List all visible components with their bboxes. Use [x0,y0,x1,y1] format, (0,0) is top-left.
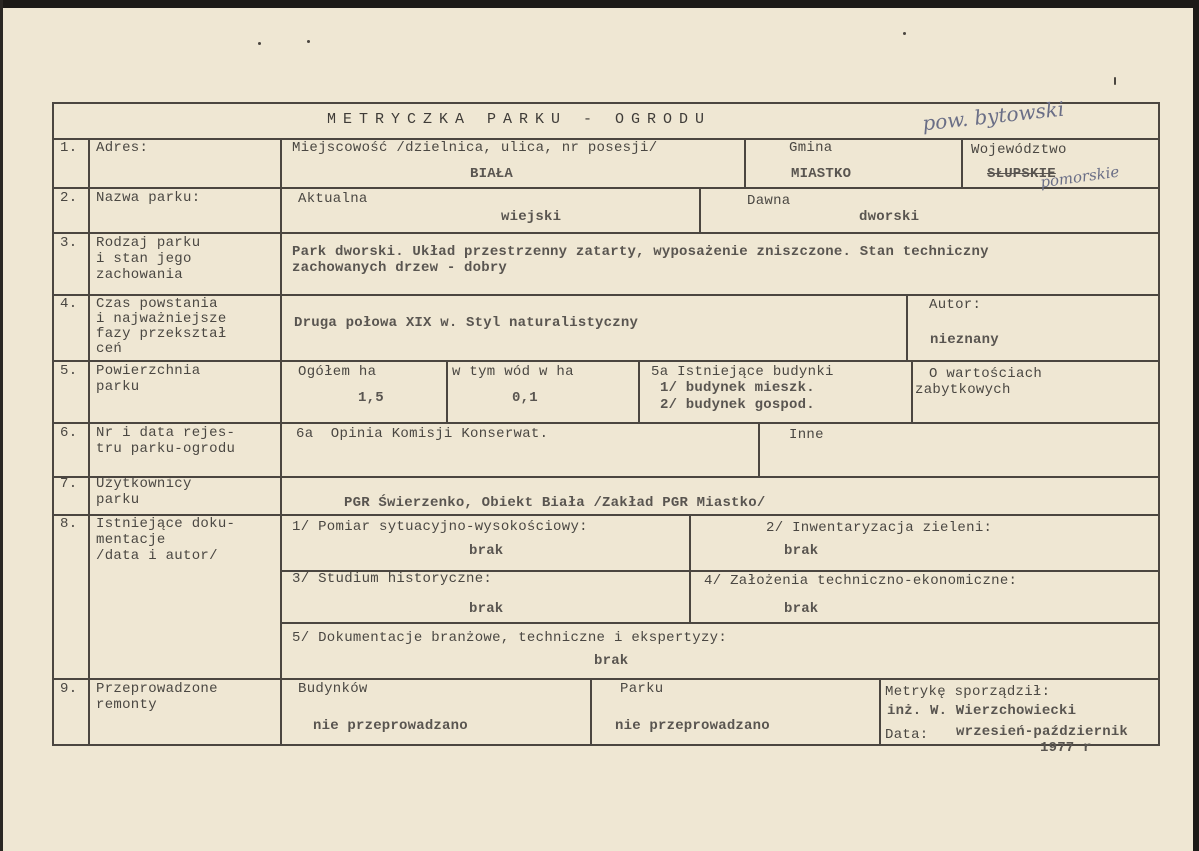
date-value: wrzesień-październik [956,724,1129,740]
scan-border-top [0,0,1199,8]
monument-value-label: O wartościach [929,366,1043,382]
current-name-label: Aktualna [298,191,368,207]
commune-value: MIASTKO [791,166,852,182]
row-divider [54,360,1160,362]
registry-label: Nr i data rejes- [96,425,236,441]
users-label: Użytkownicy [96,476,192,492]
industry-docs-label: 5/ Dokumentacje branżowe, techniczne i ekspertyzy: [292,630,728,646]
voivodeship-label: Województwo [971,142,1067,158]
column-divider [911,360,913,422]
park-renovations-label: Parku [620,681,664,697]
row-divider [280,622,1160,624]
locality-label: Miejscowość /dzielnica, ulica, nr posesji/ [292,140,658,156]
column-divider [689,514,691,622]
row-number: 7. [60,476,78,492]
documentation-label: Istniejące doku- [96,516,236,532]
park-type-label: zachowania [96,267,184,283]
prepared-by-value: inż. W. Wierzchowiecki [887,703,1077,719]
column-divider [590,678,592,746]
row-number: 2. [60,190,78,206]
date-value: 1977 r [1040,740,1092,756]
existing-building-item: 2/ budynek gospod. [660,397,815,413]
industry-docs-value: brak [594,653,629,669]
commune-label: Gmina [789,140,833,156]
date-label: Data: [885,727,929,743]
building-renovations-value: nie przeprowadzano [313,718,468,734]
former-name-label: Dawna [747,193,791,209]
documentation-label: mentacje [96,532,166,548]
area-label: Powierzchnia [96,363,201,379]
scan-border-right [1193,0,1199,851]
column-divider [758,422,760,476]
scan-border-left [0,0,3,851]
park-type-label: i stan jego [96,251,192,267]
column-divider [879,678,881,746]
greenery-inventory-label: 2/ Inwentaryzacja zieleni: [766,520,993,536]
greenery-inventory-value: brak [784,543,819,559]
park-type-value: Park dworski. Układ przestrzenny zatarty, wyposażenie zniszczone. Stan techniczny [292,244,989,260]
row-divider [54,294,1160,296]
locality-value: BIAŁA [470,166,514,182]
column-divider [88,138,90,746]
address-label: Adres: [96,140,149,156]
area-label: parku [96,379,140,395]
row-divider [54,422,1160,424]
card-title: METRYCZKA PARKU - OGRODU [327,111,712,128]
park-type-label: Rodzaj parku [96,235,201,251]
scan-speck [1114,77,1116,85]
survey-value: brak [469,543,504,559]
park-name-label: Nazwa parku: [96,190,201,206]
row-divider [54,678,1160,680]
column-divider [961,138,963,187]
creation-time-value: Druga połowa XIX w. Styl naturalistyczny [294,315,639,331]
column-divider [744,138,746,187]
handwritten-voivodeship-note: pomorskie [1039,162,1121,192]
users-label: parku [96,492,140,508]
column-divider [699,187,701,232]
creation-time-label: Czas powstania [96,296,218,312]
scan-speck [903,32,906,35]
creation-time-label: fazy przekształ [96,326,227,342]
registry-label: tru parku-ogrodu [96,441,236,457]
creation-time-label: i najważniejsze [96,311,227,327]
total-area-label: Ogółem ha [298,364,377,380]
park-type-value: zachowanych drzew - dobry [292,260,508,276]
survey-label: 1/ Pomiar sytuacyjno-wysokościowy: [292,519,588,535]
historical-study-value: brak [469,601,504,617]
row-number: 8. [60,516,78,532]
row-number: 5. [60,363,78,379]
technical-assumptions-label: 4/ Założenia techniczno-ekonomiczne: [704,573,1018,589]
existing-buildings-label: 5a Istniejące budynki [651,364,834,380]
historical-study-label: 3/ Studium historyczne: [292,571,493,587]
row-divider [54,476,1160,478]
scan-speck [307,40,310,43]
renovations-label: Przeprowadzone [96,681,218,697]
park-renovations-value: nie przeprowadzano [615,718,770,734]
creation-time-label: ceń [96,341,123,357]
author-value: nieznany [930,332,999,348]
technical-assumptions-value: brak [784,601,819,617]
users-value: PGR Świerzenko, Obiekt Biała /Zakład PGR Miastko/ [344,495,766,511]
scan-speck [258,42,261,45]
column-divider [638,360,640,422]
column-divider [906,294,908,360]
row-number: 1. [60,140,78,156]
former-name-value: dworski [859,209,920,225]
prepared-by-label: Metrykę sporządził: [885,684,1051,700]
water-area-label: w tym wód w ha [452,364,574,380]
water-area-value: 0,1 [512,390,538,406]
column-divider [446,360,448,422]
row-number: 4. [60,296,78,312]
building-renovations-label: Budynków [298,681,368,697]
total-area-value: 1,5 [358,390,384,406]
monument-value-label: zabytkowych [915,382,1011,398]
row-number: 9. [60,681,78,697]
author-label: Autor: [929,297,982,313]
handwritten-county-note: pow. bytowski [921,96,1066,136]
row-number: 6. [60,425,78,441]
row-number: 3. [60,235,78,251]
other-label: Inne [789,427,824,443]
voivodeship-value: SŁUPSKIE [987,166,1056,182]
park-record-card [52,102,1160,756]
row-divider [54,232,1160,234]
existing-building-item: 1/ budynek mieszk. [660,380,815,396]
row-divider [54,187,1160,189]
documentation-label: /data i autor/ [96,548,218,564]
commission-opinion-label: 6a Opinia Komisji Konserwat. [296,426,549,442]
current-name-value: wiejski [501,209,562,225]
column-divider [280,138,282,746]
renovations-label: remonty [96,697,157,713]
